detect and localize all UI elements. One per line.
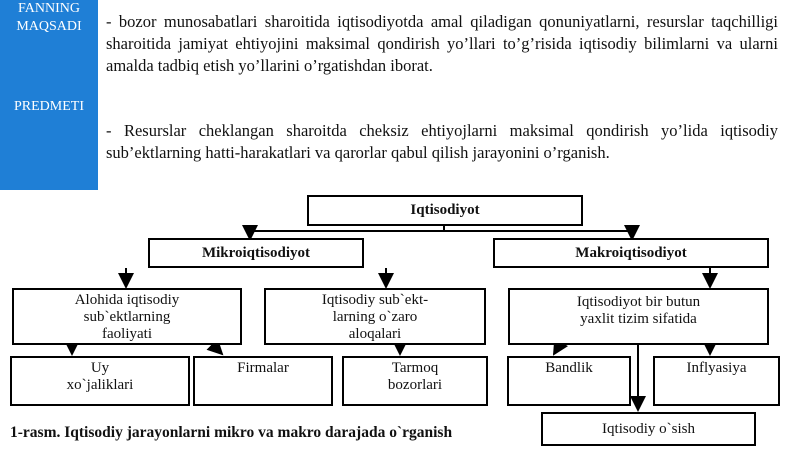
node-firms: Firmalar (193, 356, 333, 406)
node-employment: Bandlik (507, 356, 631, 406)
sidebar-label-subject: PREDMETI (14, 99, 84, 114)
node-entity-relations: Iqtisodiy sub`ekt- larning o`zaro aloqalari (264, 288, 486, 345)
node-sector-markets: Tarmoq bozorlari (342, 356, 488, 406)
node-households: Uy xo`jaliklari (10, 356, 190, 406)
purpose-paragraph: - bozor munosabatlari sharoitida iqtisodiyotda amal qiladigan qonuniyatlarni, resurslar taqchilligi sharoitida jamiyat ehtiyojini maksimal qondirish yo’llari to’g’risida iqtisodiy bilimlarni va ularni amalda tadbiq etish yo’llarini o’rgatishdan iborat. (106, 12, 778, 75)
node-individual-entities: Alohida iqtisodiy sub`ektlarning faoliyati (12, 288, 242, 345)
node-microeconomics: Mikroiqtisodiyot (148, 238, 364, 268)
node-economic-growth: Iqtisodiy o`sish (541, 412, 756, 446)
node-inflation: Inflyasiya (653, 356, 780, 406)
node-macroeconomics: Makroiqtisodiyot (493, 238, 769, 268)
node-whole-system: Iqtisodiyot bir butun yaxlit tizim sifatida (508, 288, 769, 345)
subject-paragraph: - Resurslar cheklangan sharoitda cheksiz ehtiyojlarni maksimal qondirish yo’lida iqtisodiy sub’ektlarning hatti-harakatlari va qarorlar qabul qilish jarayonini o’rganish. (106, 121, 778, 162)
node-economy: Iqtisodiyot (307, 195, 583, 226)
figure-caption: 1-rasm. Iqtisodiy jarayonlarni mikro va makro darajada o`rganish (10, 424, 453, 441)
sidebar-label-purpose: FANNING MAQSADI (16, 1, 82, 34)
